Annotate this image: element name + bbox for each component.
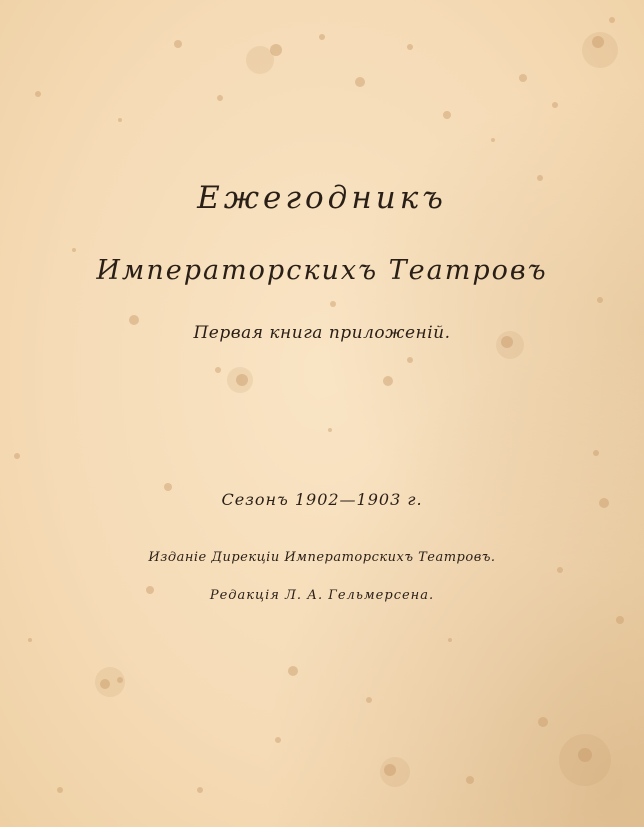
season-line: Сезонъ 1902—1903 г. (221, 490, 423, 509)
page-subtitle: Императорскихъ Театровъ (96, 255, 548, 286)
publisher-line: Изданіе Дирекціи Императорскихъ Театровъ. (148, 550, 496, 565)
book-label: Первая книга приложеній. (193, 323, 451, 343)
page-title: Ежегодникъ (197, 180, 447, 216)
editor-line: Редакція Л. А. Гельмерсена. (209, 588, 435, 603)
